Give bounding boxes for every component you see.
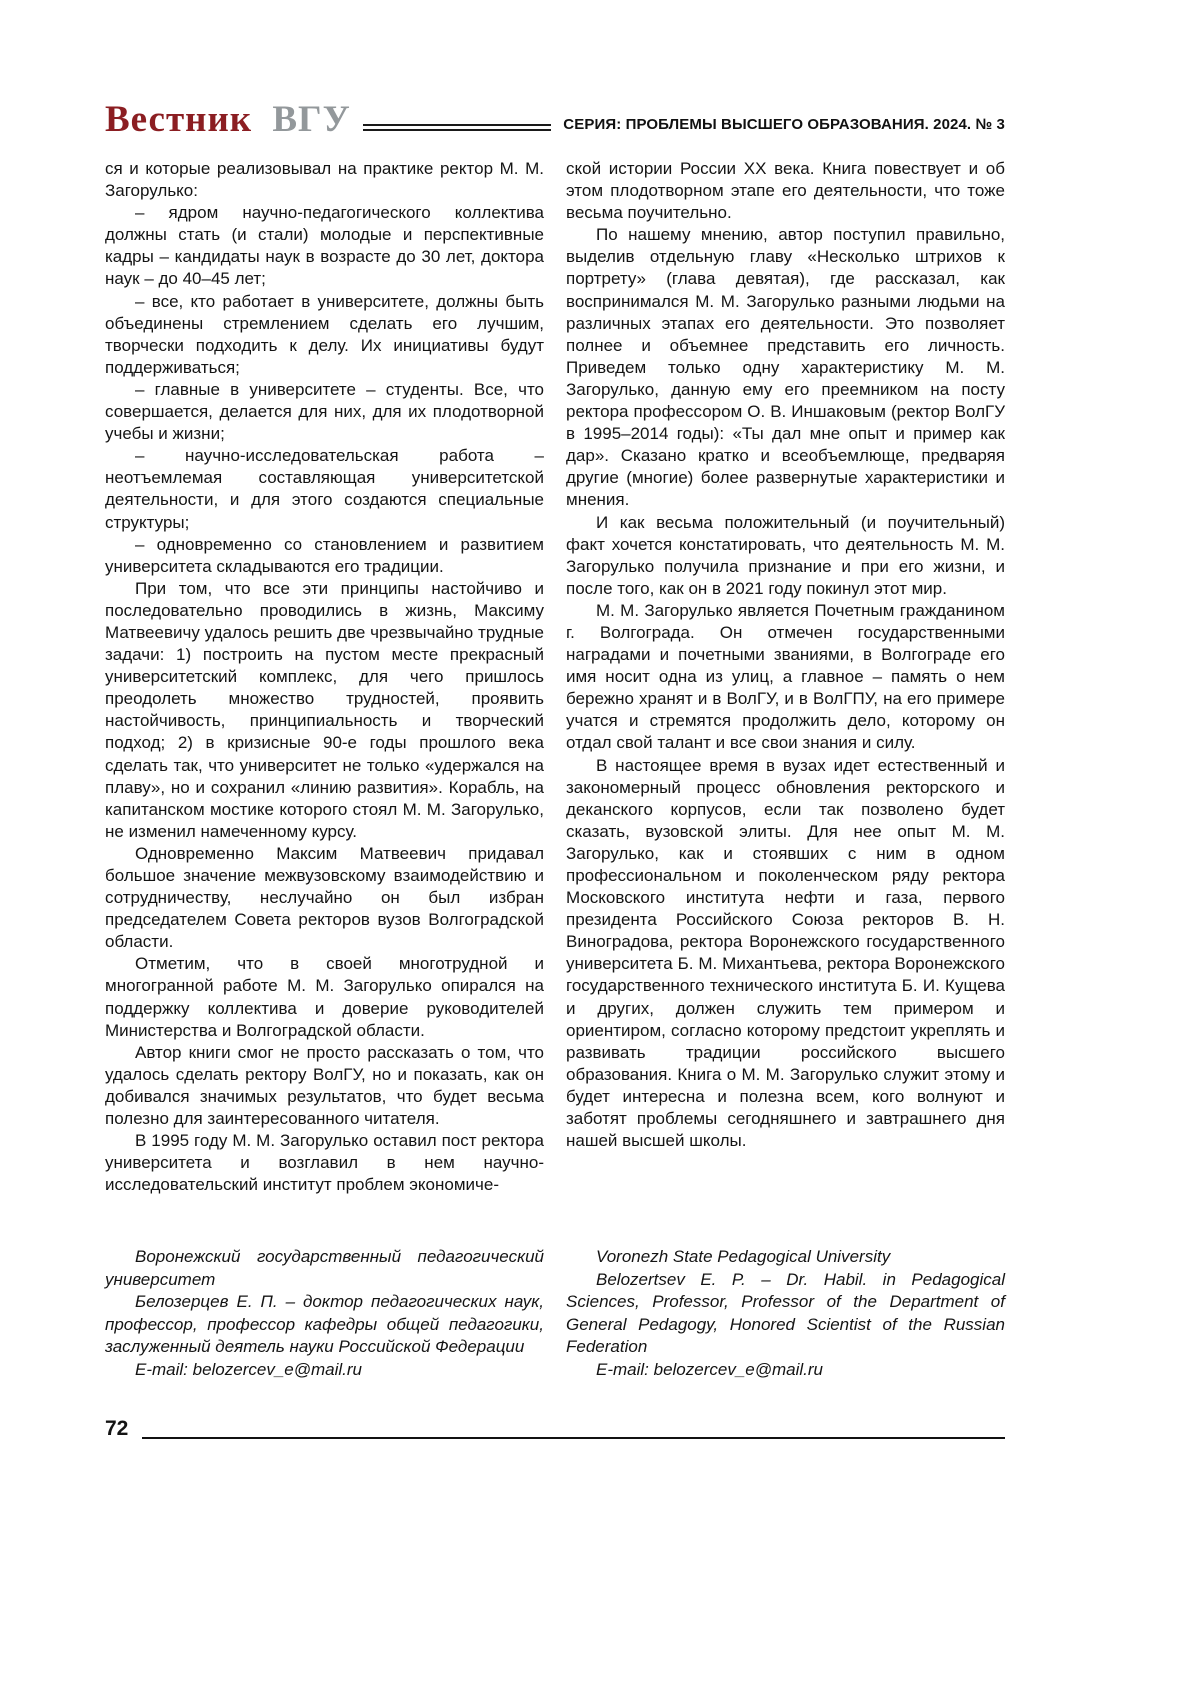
paragraph: В настоящее время в вузах идет естественный и закономерный процесс обновления ректорского и деканского корпусов, если так позволено будет сказать, вузовской элиты. Для нее опыт М. М. Загорулько, как и стоявших с ним в одном профессиональном и поколенческом ряду ректора Московского института нефти и газа, первого президента Российского Союза ректоров В. Н. Виноградова, ректора Воронежского государственного университета Б. М. Михантьева, ректора Воронежского государственного технического института Б. И. Кущева и других, должен служить тем примером и ориентиром, согласно которому предстоит укреплять и развивать традиции российского высшего образования. Книга о М. М. Загорулько служит этому и будет интересна и полезна всем, кого волнуют и заботят проблемы сегодняшнего и завтрашнего дня нашей высшей школы. (566, 755, 1005, 1151)
affiliation-en: Voronezh State Pedagogical University (596, 1247, 891, 1267)
right-column (566, 158, 1005, 1196)
paragraph: И как весьма положительный (и поучительный) факт хочется констатировать, что деятельность М. М. Загорулько получила признание и при его жизни, и после того, как он в 2021 году покинул этот мир. (566, 512, 1005, 598)
left-column (105, 158, 544, 1196)
author-info-ru: Белозерцев Е. П. – доктор педагогических наук, профессор, профессор кафедры общей педагогики, заслуженный деятель науки Российской Федерации (105, 1292, 544, 1357)
paragraph: – ядром научно-педагогического коллектива должны стать (и стали) молодые и перспективные кадры – кандидаты наук в возрасте до 30 лет, доктора наук – до 40–45 лет; (105, 203, 544, 289)
text-columns (105, 158, 1005, 1196)
footer-left (105, 1246, 544, 1381)
page-number: 72 (105, 1417, 129, 1440)
paragraph: – научно-исследовательская работа – неотъемлемая составляющая университетской деятельности, и для этого создаются специальные структуры; (105, 446, 544, 532)
series-title: СЕРИЯ: ПРОБЛЕМЫ ВЫСШЕГО ОБРАЗОВАНИЯ. 2024. № 3 (563, 116, 1005, 133)
journal-logo (105, 101, 351, 138)
page-sheet (105, 96, 1005, 1440)
paragraph: – главные в университете – студенты. Все, что совершается, делается для них, для их плодотворной учебы и жизни; (105, 379, 544, 444)
paragraph: ся и которые реализовывал на практике ректор М. М. Загорулько: (105, 159, 544, 201)
email-ru: E-mail: belozercev_e@mail.ru (135, 1359, 363, 1379)
paragraph: В 1995 году М. М. Загорулько оставил пост ректора университета и возглавил в нем научно-исследовательский институт проблем экономиче- (105, 1131, 544, 1195)
page-header (105, 96, 1005, 138)
paragraph: – одновременно со становлением и развитием университета складываются его традиции. (105, 534, 544, 576)
paragraph: При том, что все эти принципы настойчиво и последовательно проводились в жизнь, Максиму Матвеевичу удалось решить две чрезвычайно трудные задачи: 1) построить на пустом месте прекрасный университетский комплекс, для чего пришлось преодолеть множество трудностей, проявить настойчивость, принципиальность и творческий подход; 2) в кризисные 90-е годы прошлого века сделать так, что университет не только «удержался на плаву», но и сохранил «линию развития». Корабль, на капитанском мостике которого стоял М. М. Загорулько, не изменил намеченному курсу. (105, 578, 544, 841)
paragraph: ской истории России XX века. Книга повествует и об этом плодотворном этапе его деятельности, что тоже весьма поучительно. (566, 159, 1005, 223)
author-info-en: Belozertsev E. P. – Dr. Habil. in Pedagogical Sciences, Professor, Professor of the Department of General Pedagogy, Honored Scientist of the Russian Federation (566, 1269, 1005, 1357)
paragraph: – все, кто работает в университете, должны быть объединены стремлением сделать его лучшим, творчески подходить к делу. Их инициативы будут поддерживаться; (105, 291, 544, 377)
paragraph: Отметим, что в своей многотрудной и многогранной работе М. М. Загорулько опирался на поддержку коллектива и доверие руководителей Министерства и Волгоградской области. (105, 954, 544, 1040)
paragraph: М. М. Загорулько является Почетным гражданином г. Волгограда. Он отмечен государственными наградами и почетными званиями, в Волгограде его имя носит одна из улиц, а главное – память о нем бережно хранят и в ВолГУ, и в ВолГПУ, на его примере учатся и стремятся продолжить дело, которому он отдал свой талант и все свои знания и силу. (566, 600, 1005, 753)
footer-right (566, 1246, 1005, 1381)
paragraph: Одновременно Максим Матвеевич придавал большое значение межвузовскому взаимодействию и сотрудничеству, неслучайно он был избран председателем Совета ректоров вузов Волгоградской области. (105, 843, 544, 952)
author-footer (105, 1246, 1005, 1381)
footer-rule (142, 1437, 1005, 1439)
affiliation-ru: Воронежский государственный педагогический университет (105, 1247, 544, 1289)
email-en: E-mail: belozercev_e@mail.ru (596, 1359, 824, 1379)
page-footer (105, 1418, 1005, 1440)
logo-word-vestnik: Вестник (105, 99, 253, 140)
logo-word-vgu: ВГУ (272, 99, 351, 140)
paragraph: Автор книги смог не просто рассказать о том, что удалось сделать ректору ВолГУ, но и показать, как он добивался значимых результатов, что будет весьма полезно для заинтересованного читателя. (105, 1042, 544, 1129)
header-double-rule (363, 124, 552, 131)
paragraph: По нашему мнению, автор поступил правильно, выделив отдельную главу «Несколько штрихов к портрету» (глава девятая), где рассказал, как воспринимался М. М. Загорулько разными людьми на различных этапах его деятельности. Это позволяет полнее и объемнее представить его личность. Приведем только одну характеристику М. М. Загорулько, данную ему его преемником на посту ректора профессором О. В. Иншаковым (ректор ВолГУ в 1995–2014 годы): «Ты дал мне опыт и пример как дар». Сказано кратко и всеобъемлюще, предваряя другие (многие) более развернутые характеристики и мнения. (566, 225, 1005, 510)
